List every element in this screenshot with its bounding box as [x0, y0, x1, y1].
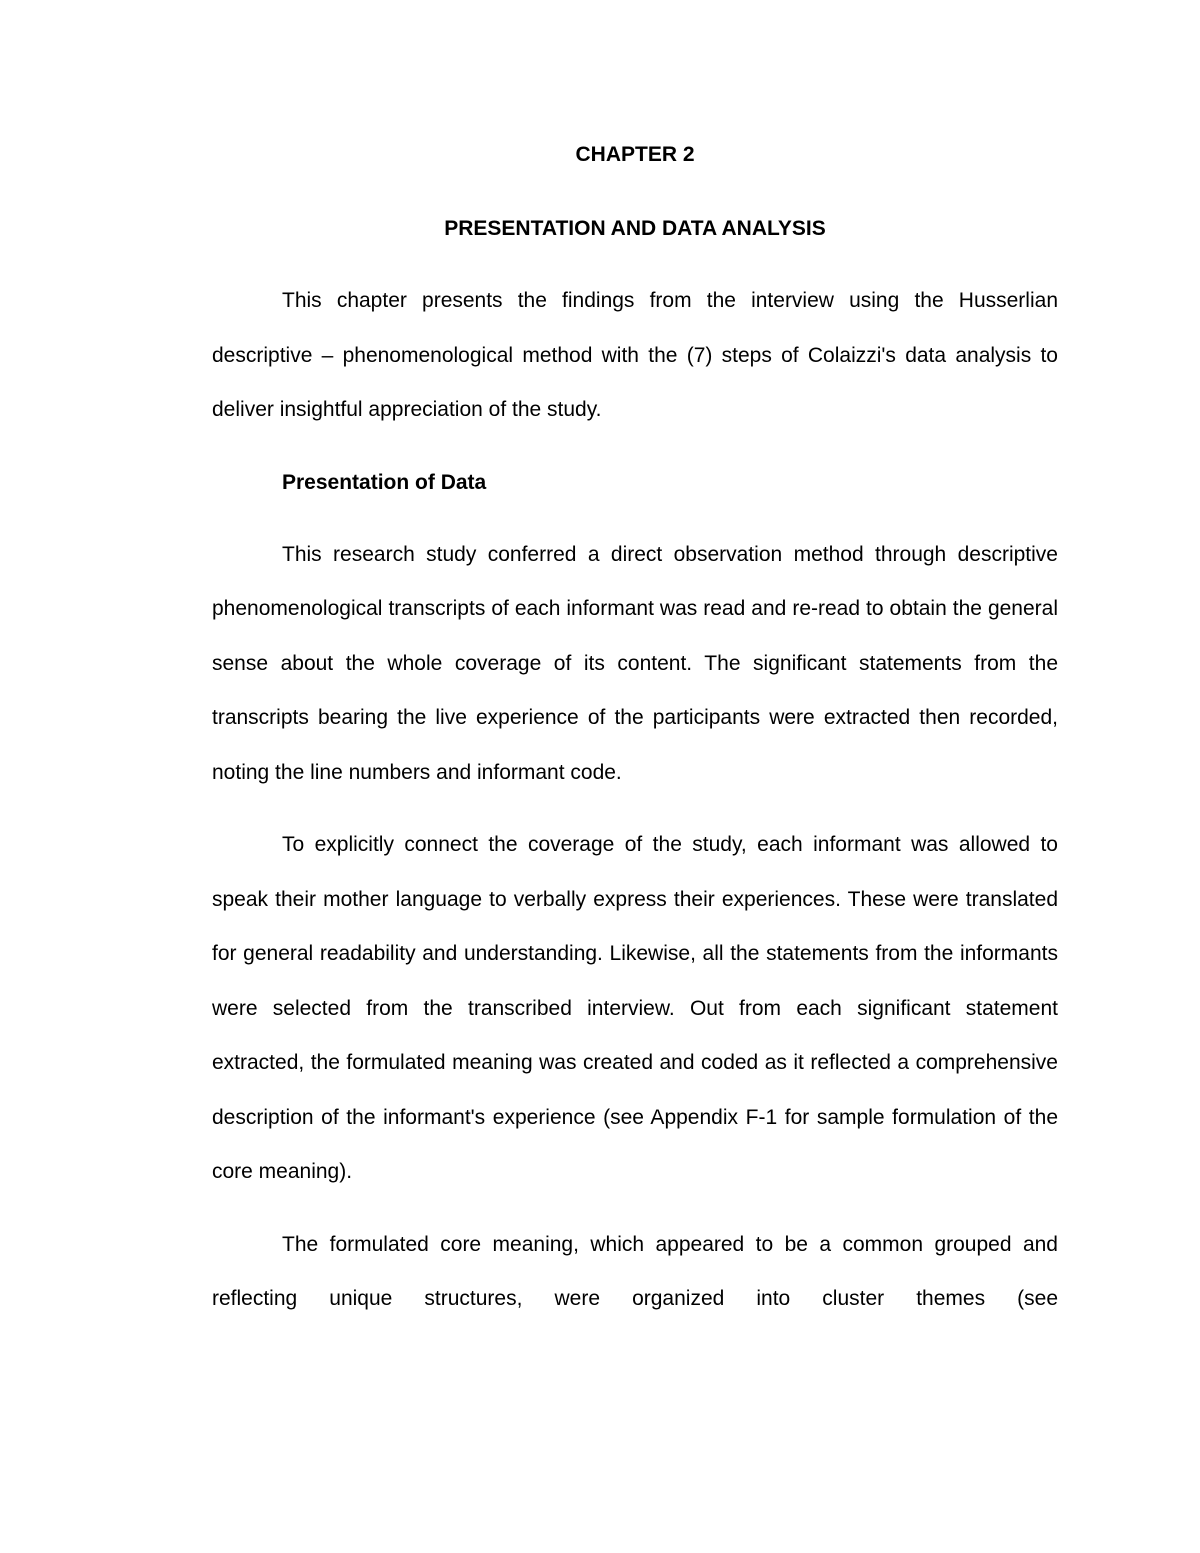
- body-paragraph-3: The formulated core meaning, which appeared to be a common grouped and reflecting unique structures, were organized into cluster themes (see: [212, 1232, 1058, 1310]
- chapter-title: CHAPTER 2: [575, 143, 695, 166]
- body-paragraph-2: To explicitly connect the coverage of the study, each informant was allowed to speak their mother language to verbally express their experiences. These were translated for general readability and understanding. Likewise, all the statements from the informants were selected from the transcribed interview. Out from each significant statement extracted, the formulated meaning was created and coded as it reflected a comprehensive description of the informant's experience (see Appendix F-1 for sample formulation of the core meaning).: [212, 833, 1058, 1183]
- chapter-subtitle: PRESENTATION AND DATA ANALYSIS: [444, 217, 826, 240]
- body-paragraph-1: This research study conferred a direct observation method through descriptive phenomenological transcripts of each informant was read and re-read to obtain the general sense about the whole coverage of its content. The significant statements from the transcripts bearing the live experience of the participants were extracted then recorded, noting the line numbers and informant code.: [212, 542, 1058, 784]
- intro-paragraph: This chapter presents the findings from the interview using the Husserlian descriptive – phenomenological method with the (7) steps of Colaizzi's data analysis to deliver insightful appreciation of the study.: [212, 289, 1058, 421]
- section-heading: Presentation of Data: [282, 470, 487, 494]
- page-content: [212, 128, 1058, 1327]
